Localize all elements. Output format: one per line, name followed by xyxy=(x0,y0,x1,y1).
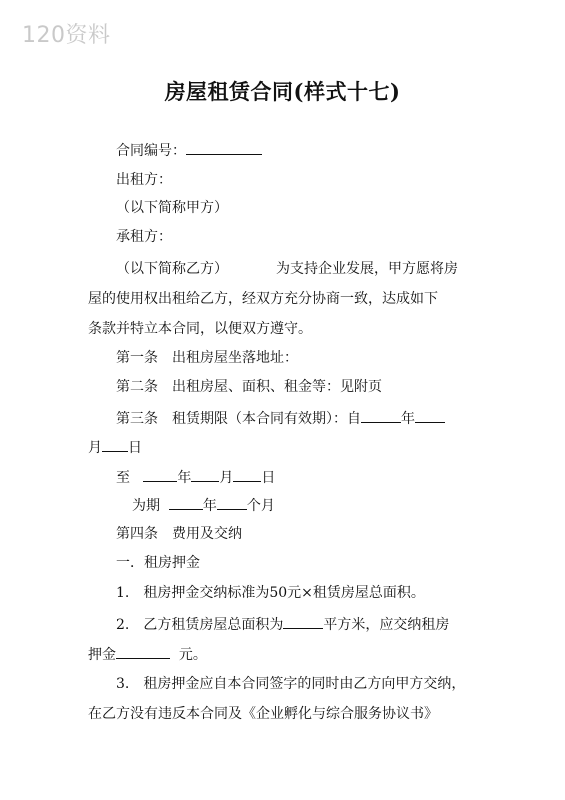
document-title: 房屋租赁合同(样式十七) xyxy=(164,79,401,104)
section-1: 一．租房押金 xyxy=(116,555,200,571)
lessee-label: 承租方： xyxy=(116,229,172,245)
to-label: 至 xyxy=(116,470,130,486)
duration-line xyxy=(132,494,275,516)
lessor-label: 出租方： xyxy=(116,172,172,188)
intro-line-2: 屋的使用权出租给乙方，经双方充分协商一致，达成如下 xyxy=(88,291,438,307)
item-3-line-1: 3. 租房押金应自本合同签字的同时由乙方向甲方交纳， xyxy=(116,676,466,692)
article-4: 第四条 费用及交纳 xyxy=(116,526,242,542)
article-3-text: 第三条 租赁期限（本合同有效期）：自 xyxy=(116,411,361,427)
item-2-text-c: 押金 xyxy=(88,647,116,663)
article-3-line-1 xyxy=(116,407,445,429)
start-day-blank xyxy=(102,436,128,452)
item-2-line-2 xyxy=(88,643,207,665)
area-blank xyxy=(283,613,323,629)
item-3-line-2: 在乙方没有违反本合同及《企业孵化与综合服务协议书》 xyxy=(88,706,438,722)
end-year-label: 年 xyxy=(177,470,192,486)
end-year-blank xyxy=(143,466,177,482)
end-month-label: 月 xyxy=(219,470,234,486)
duration-month-label: 个月 xyxy=(246,498,275,514)
lessor-note: （以下简称甲方） xyxy=(116,200,228,216)
duration-year-label: 年 xyxy=(202,498,217,514)
intro-line-1: 为支持企业发展，甲方愿将房 xyxy=(276,261,458,277)
day-label: 日 xyxy=(128,440,142,456)
contract-number-label: 合同编号： xyxy=(116,143,186,159)
end-day-label: 日 xyxy=(261,470,276,486)
duration-label: 为期 xyxy=(132,498,160,514)
start-year-blank xyxy=(361,407,401,423)
contract-number-blank xyxy=(186,139,262,155)
duration-month-blank xyxy=(217,494,247,510)
item-2-text-d: 元。 xyxy=(178,647,207,663)
item-2-text-b: 平方米，应交纳租房 xyxy=(323,617,450,633)
watermark: 120资料 xyxy=(22,23,111,48)
contract-number-line xyxy=(116,139,262,161)
end-month-blank xyxy=(191,466,219,482)
month-label: 月 xyxy=(88,440,102,456)
year-label: 年 xyxy=(401,411,415,427)
item-2-text-a: 2. 乙方租赁房屋总面积为 xyxy=(116,617,284,633)
lessee-note: （以下简称乙方） xyxy=(116,261,228,277)
duration-year-blank xyxy=(169,494,203,510)
end-day-blank xyxy=(233,466,261,482)
deposit-blank xyxy=(116,643,170,659)
end-date-line xyxy=(116,466,275,488)
article-3-line-2 xyxy=(88,436,142,458)
item-1: 1. 租房押金交纳标准为50元×租赁房屋总面积。 xyxy=(116,585,425,601)
article-1: 第一条 出租房屋坐落地址： xyxy=(116,350,298,366)
intro-line-3: 条款并特立本合同，以便双方遵守。 xyxy=(88,321,312,337)
item-2-line-1 xyxy=(116,613,449,635)
article-2: 第二条 出租房屋、面积、租金等：见附页 xyxy=(116,379,382,395)
start-month-blank xyxy=(415,407,445,423)
